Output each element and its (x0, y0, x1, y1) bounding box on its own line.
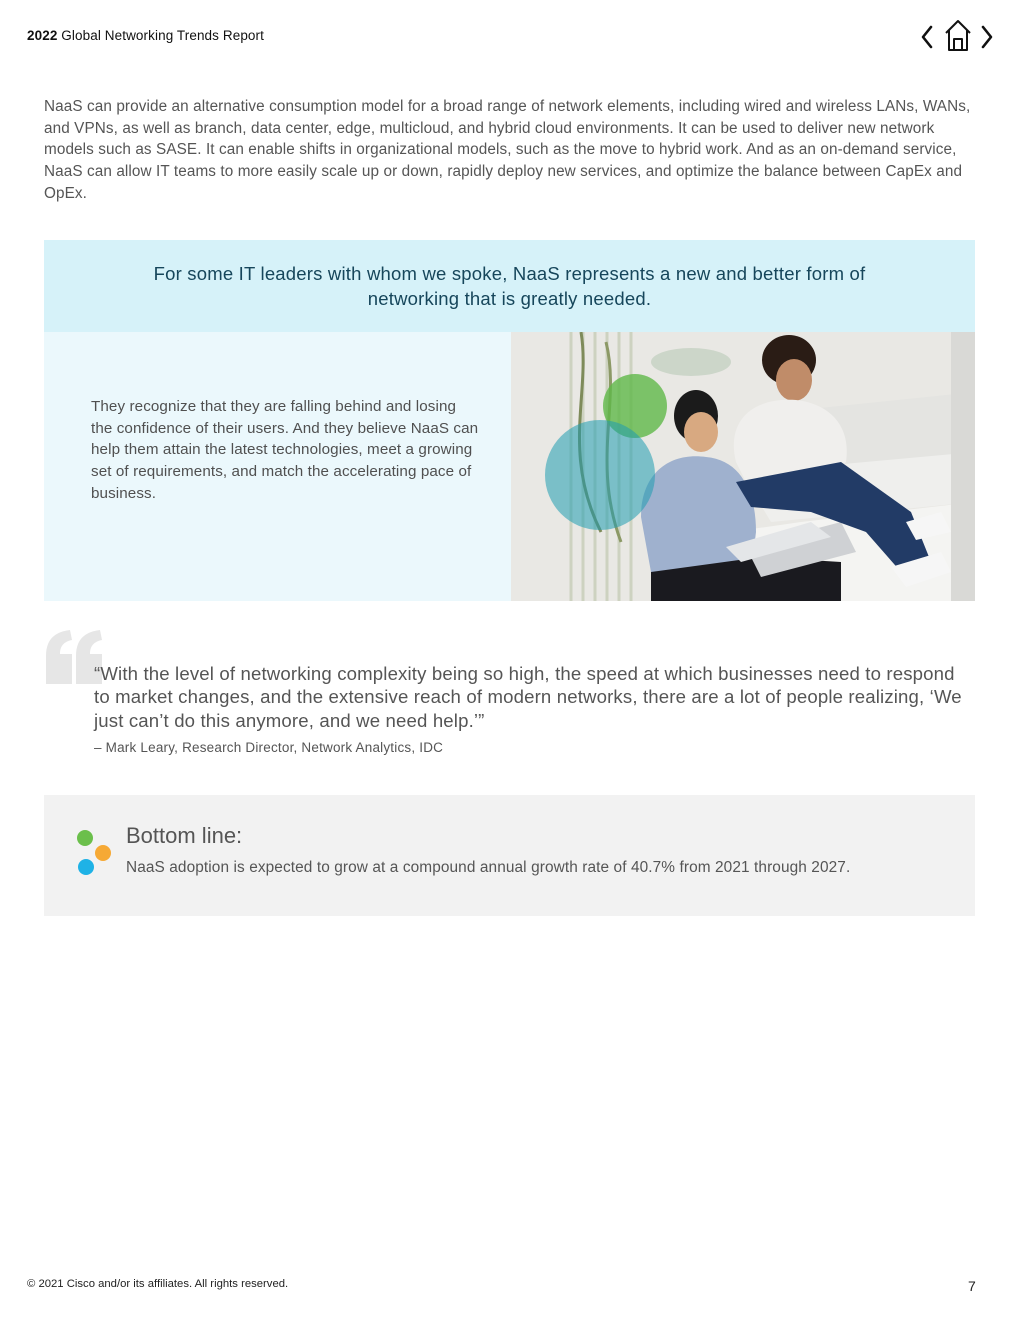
bottom-line-text: NaaS adoption is expected to grow at a compound annual growth rate of 40.7% from 2021 through 2027. (126, 859, 851, 876)
callout-banner (44, 240, 975, 332)
quote-text: “With the level of networking complexity being so high, the speed at which businesses need to respond to market changes, and the extensive reach of modern networks, there are a lot of people realizing, ‘We just can’t do this anymore, and we need help.’” (94, 663, 962, 731)
previous-page-button[interactable] (920, 25, 934, 49)
report-year: 2022 (27, 28, 58, 43)
report-title (27, 28, 264, 43)
quote-attribution: – Mark Leary, Research Director, Network Analytics, IDC (94, 740, 444, 755)
home-button[interactable] (943, 18, 973, 52)
callout-text: For some IT leaders with whom we spoke, NaaS represents a new and better form of networking that is greatly needed. (153, 263, 866, 309)
bottom-line-title: Bottom line: (126, 823, 243, 848)
bottom-line-box (44, 795, 975, 916)
copyright-notice: © 2021 Cisco and/or its affiliates. All rights reserved. (27, 1278, 289, 1290)
cisco-dots-icon (74, 828, 114, 876)
chevron-right-icon (980, 25, 994, 49)
page-navigation (918, 16, 998, 56)
panel-text: They recognize that they are falling behind and losing the confidence of their users. And they believe NaaS can help them attain the latest technologies, meet a growing set of requirements, and match the accelerating pace of business. (91, 398, 479, 502)
chevron-left-icon (920, 25, 934, 49)
intro-paragraph: NaaS can provide an alternative consumption model for a broad range of network elements, including wired and wireless LANs, WANs, and VPNs, as well as branch, data center, edge, multicloud, and hybrid cloud environments. It can be used to deliver new network models such as SASE. It can enable shifts in organizational models, such as the move to hybrid work. And as an on-demand service, NaaS can allow IT teams to more easily scale up or down, rapidly deploy new services, and optimize the balance between CapEx and OpEx. (44, 98, 971, 202)
photo-two-men-with-laptop (511, 332, 975, 601)
next-page-button[interactable] (980, 25, 994, 49)
page-number: 7 (968, 1278, 976, 1294)
text-panel (44, 332, 511, 601)
report-title-text: Global Networking Trends Report (61, 28, 264, 43)
home-icon (943, 18, 973, 52)
